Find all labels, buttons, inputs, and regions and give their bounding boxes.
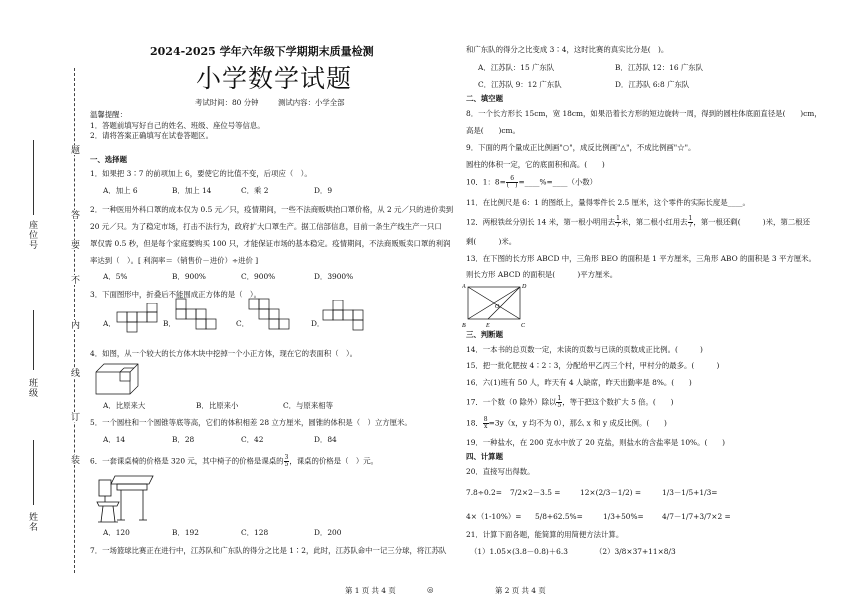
notice-title: 温馨提醒： — [90, 110, 127, 119]
question-text: 11．在比例尺是 6：1 的图纸上，量得零件长 2.5 厘米，这个零件的实际长度是____。 — [466, 198, 750, 207]
point-label: C — [521, 323, 526, 329]
calc-item: 4/7－1/7+3/7×2 = — [662, 512, 731, 521]
question-text: 率达到（ ）。[ 利润率＝（销售价－进价）÷进价 ] — [90, 256, 259, 265]
option: B．江苏队 12：16 广东队 — [615, 63, 704, 72]
seat-underline — [33, 140, 34, 215]
question-text: 4．如图，从一个较大的长方体木块中挖掉一个小正方体，现在它的表面积（ ）。 — [90, 349, 358, 358]
option: D．江苏队 6:8 广东队 — [615, 80, 690, 89]
question-text: 18． $\frac{8}{x}$ =3y（x，y 均不为 0），那么 x 和 y 成反比例。( ) — [466, 416, 667, 430]
option: B．28 — [172, 435, 195, 444]
fraction: $\frac{1}{7}$ — [616, 215, 620, 229]
calc-item: （2）3/8×37+11×8/3 — [595, 547, 676, 556]
fraction: $\frac{1}{5}$ — [557, 395, 562, 409]
rule-char: 答 — [69, 210, 79, 220]
section-heading: 三、判断题 — [466, 330, 503, 339]
rule-char: 线 — [69, 368, 79, 378]
exam-title: 2024-2025 学年六年级下学期期末质量检测 — [150, 45, 374, 58]
option: A．江苏队：15 广东队 — [478, 63, 555, 72]
rule-char: 内 — [69, 320, 79, 330]
seat-label: 座位号 — [27, 220, 37, 250]
point-label: D — [522, 284, 527, 290]
calc-item: 4×（1-10%）= — [466, 512, 522, 521]
question-text: 10．1：8= 6 ( ) =____%=____（小数） — [466, 175, 598, 189]
section-heading: 四、计算题 — [466, 452, 503, 461]
rectangle-abcd-figure — [462, 281, 528, 329]
option: D． — [311, 319, 325, 328]
center-mark: ◎ — [427, 585, 434, 594]
option: B．比原来小 — [196, 401, 239, 410]
question-text: 7．一场篮球比赛正在进行中，江苏队和广东队的得分之比是 1∶2，此时，江苏队命中一记三分球，将江苏队 — [90, 546, 447, 555]
option: A．比原来大 — [103, 401, 146, 410]
notice-item: 2．请将答案正确填写在试卷答题区。 — [90, 131, 213, 140]
option: A． — [103, 319, 116, 328]
option: C．江苏队 9：12 广东队 — [478, 80, 562, 89]
question-text: 和广东队的得分之比变成 3∶4，这时比赛的真实比分是( )。 — [466, 45, 669, 54]
rule-char: 装 — [69, 455, 79, 465]
section-heading: 一、选择题 — [90, 155, 127, 164]
option: B． — [163, 319, 176, 328]
name-underline — [33, 440, 34, 505]
cuboid-figure — [94, 362, 140, 396]
question-text: 20．直接写出得数。 — [466, 467, 535, 476]
question-text: 21．计算下面各题，能简算的用简便方法计算。 — [466, 530, 624, 539]
cube-net-d — [322, 300, 374, 334]
point-label: B — [462, 323, 466, 329]
question-text: 5．一个圆柱和一个圆锥等底等高，它们的体积相差 28 立方厘米，圆锥的体积是（ ）立方厘米。 — [90, 418, 412, 427]
option: D．3900% — [314, 272, 354, 281]
question-text: 19．一种盐水，在 200 克水中放了 20 克盐，则盐水的含盐率是 10%。( ) — [466, 438, 726, 447]
question-text: 1．如果把 3∶7 的前项加上 6，要使它的比值不变，后项应（ ）。 — [90, 169, 312, 178]
exam-time: 考试时间：80 分钟 — [195, 98, 259, 107]
question-text: 17．一个数（0 除外）除以 $\frac{1}{5}$ ，等于把这个数扩大 5 倍。( ) — [466, 395, 674, 409]
name-label: 姓名 — [27, 512, 37, 532]
option: C．与原来相等 — [283, 401, 333, 410]
point-label: A — [462, 284, 466, 290]
notice-item: 1．答题前填写好自己的姓名、班级、座位号等信息。 — [90, 121, 265, 130]
section-heading: 二、填空题 — [466, 94, 503, 103]
option: C． — [236, 319, 250, 328]
question-text: 20 元／只。为了稳定市场，打击不法行为，政府扩大口罩生产。据工信部信息，目前一条生产线生产一只口 — [90, 222, 442, 231]
calc-item: 1/3+50%= — [603, 512, 644, 521]
question-text: 剩( )米。 — [466, 237, 517, 246]
desk-chair-figure — [95, 470, 157, 526]
question-text: 9．下面的两个量成正比例画"○"，成反比例画"△"，不成比例画"☆"。 — [466, 143, 696, 152]
option: A．5% — [103, 272, 128, 281]
question-text: 16．六(1)班有 50 人，昨天有 4 人缺席，昨天出勤率是 8%。( ) — [466, 378, 692, 387]
question-text: 3．下面图形中，折叠后不能围成正方体的是（ ）。 — [90, 290, 261, 299]
page-number-left: 第 1 页 共 4 页 — [345, 586, 396, 595]
cube-net-c — [248, 298, 300, 334]
fraction: $\frac{3}{5}$ — [284, 454, 289, 468]
question-text: 8．一个长方形长 15cm，宽 18cm，如果沿着长方形的短边旋转一周，得到的圆柱体底面直径是( )cm， — [466, 109, 822, 118]
option: C．乘 2 — [241, 186, 269, 195]
option: C．128 — [241, 528, 269, 537]
option: D．200 — [314, 528, 342, 537]
question-text: 高是( )cm。 — [466, 126, 520, 135]
class-underline — [33, 310, 34, 370]
class-label: 班级 — [27, 378, 37, 398]
question-text: 12．两根铁丝分别长 14 米，第一根小明用去 $\frac{1}{7}$ 米，第二根小红用去 $\frac{1}{7}$ ，第一根还剩( )米，第二根还 — [466, 215, 810, 229]
option: C．42 — [241, 435, 264, 444]
point-label: E — [486, 323, 490, 329]
question-text: 罩仅需 0.5 秒，但是每个家庭要购买 100 只，才能保证市场的基本稳定。疫情期间，不法商贩贩卖口罩的利润 — [90, 239, 451, 248]
calc-item: 7/2×2－3.5 = — [510, 488, 561, 497]
option: B．加上 14 — [172, 186, 212, 195]
point-label: O — [495, 304, 500, 310]
calc-item: （1）1.05×(3.8－0.8)＋6.3 — [470, 547, 568, 556]
option: D．9 — [314, 186, 333, 195]
calc-item: 1/3－1/5+1/3= — [662, 488, 718, 497]
exam-scope: 测试内容：小学全部 — [278, 98, 345, 107]
rule-char: 要 — [69, 240, 79, 250]
option: A．120 — [103, 528, 130, 537]
option: D．84 — [314, 435, 337, 444]
question-text: 圆柱的体积一定，它的底面积和高。( ) — [466, 160, 605, 169]
calc-item: 7.8÷0.2= — [466, 488, 502, 497]
option: A．加上 6 — [103, 186, 138, 195]
fraction: $\frac{8}{x}$ — [483, 416, 488, 430]
question-text: 6．一套课桌椅的价格是 320 元，其中椅子的价格是课桌的 $\frac{3}{5}$ ，课桌的价格是（ ）元。 — [90, 454, 379, 468]
rule-char: 不 — [69, 275, 79, 285]
question-text: 则长方形 ABCD 的面积是( )平方厘米。 — [466, 270, 618, 279]
cube-net-b — [175, 298, 227, 334]
page-number-right: 第 2 页 共 4 页 — [495, 586, 546, 595]
fraction: 6 ( ) — [506, 175, 518, 189]
calc-item: 12×(2/3－1/2) = — [580, 488, 642, 497]
calc-item: 5/8+62.5%= — [535, 512, 583, 521]
rule-char: 题 — [69, 145, 79, 155]
question-text: 13．在下图的长方形 ABCD 中，三角形 BEO 的面积是 1 平方厘米，三角形 ABO 的面积是 3 平方厘米。 — [466, 254, 816, 263]
option: B．192 — [172, 528, 199, 537]
question-text: 15．把一批化肥按 4∶2∶3，分配给甲乙丙三个村，甲村分的最多。( ) — [466, 361, 720, 370]
question-text: 14．一本书的总页数一定，未读的页数与已读的页数成正比例。( ) — [466, 345, 703, 354]
option: A．14 — [103, 435, 126, 444]
exam-subtitle: 小学数学试题 — [196, 64, 353, 93]
option: C．900% — [241, 272, 276, 281]
option: B．900% — [172, 272, 206, 281]
fraction: $\frac{1}{7}$ — [688, 215, 693, 229]
question-text: 2．一种医用外科口罩的成本仅为 0.5 元／只，疫情期间，一些不法商贩哄抬口罩价格，从 2 元／只的进价卖到 — [90, 205, 454, 214]
rule-char: 订 — [69, 412, 79, 422]
cube-net-a — [116, 303, 158, 333]
